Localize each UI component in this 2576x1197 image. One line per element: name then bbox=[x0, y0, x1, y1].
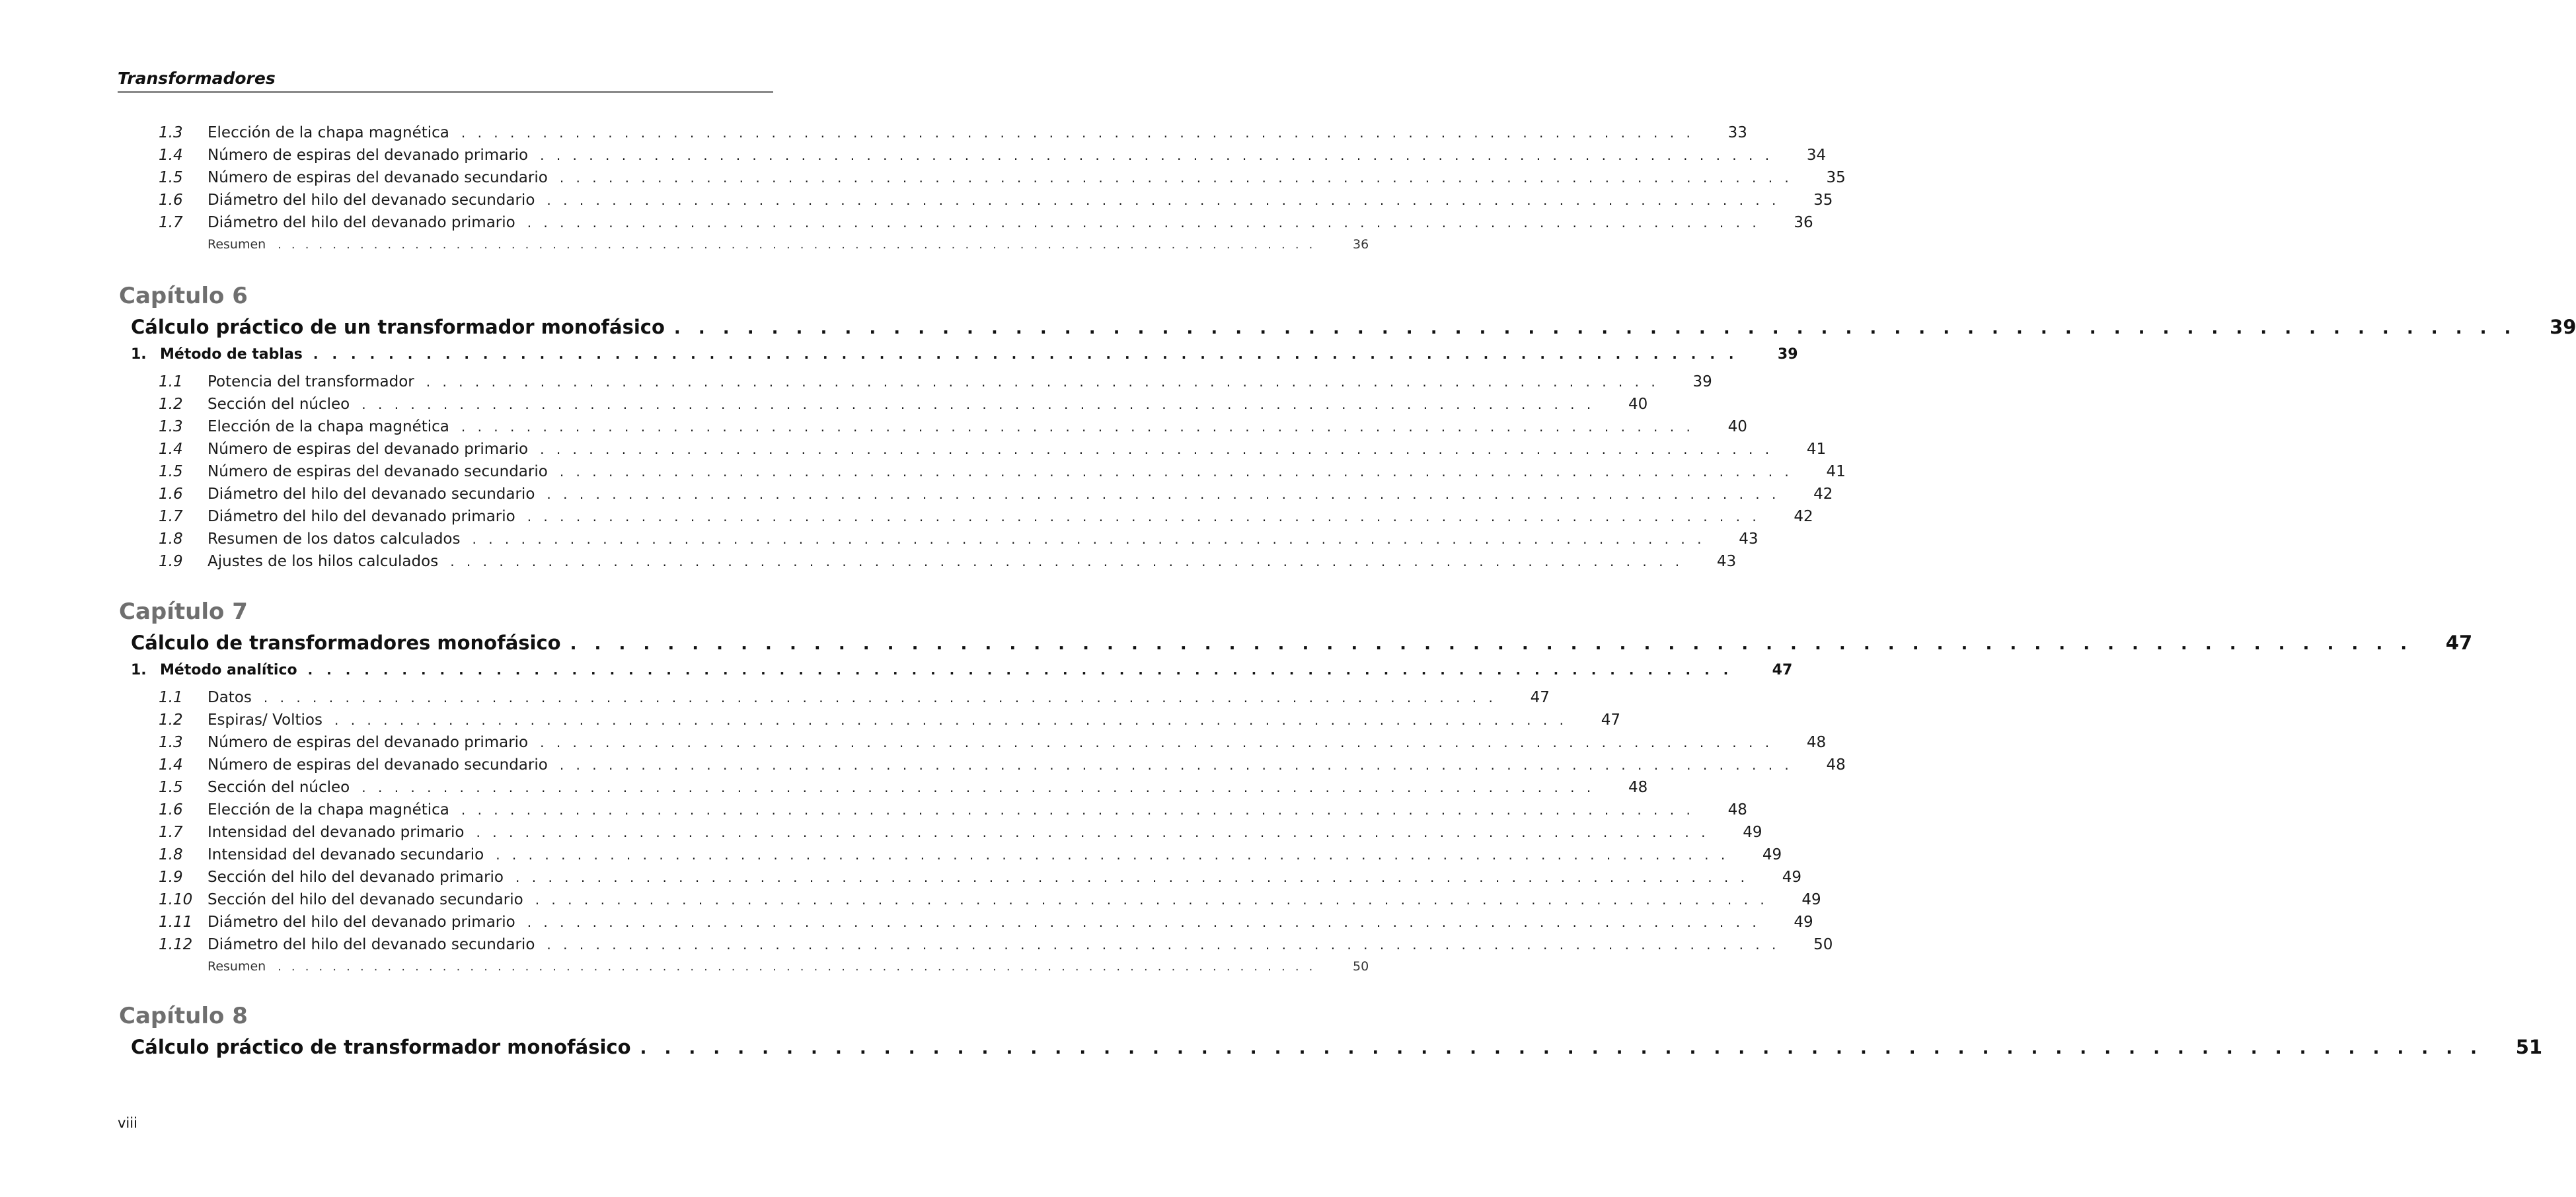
entry-page: 41 bbox=[1806, 441, 1827, 458]
entry-number: 1.1 bbox=[159, 373, 183, 390]
dot-leader: . . . . . . . . . . . . . . . . . . . . . . . . . . . . . . . . . . . . . . . . . . . . . . . . . . . . . . . . . . . . . . . . . . . . . . . . . . . . bbox=[307, 662, 1733, 678]
toc-entry[interactable] bbox=[159, 890, 1821, 912]
entry-number: 1.9 bbox=[159, 553, 183, 570]
dot-leader: . . . . . . . . . . . . . . . . . . . . . . . . . . . . . . . . . . . . . . . . . . . . . . . . . . . . . . . . . . . . . . . . . . . . . . . . . . . . bbox=[313, 346, 1739, 362]
dot-leader: . . . . . . . . . . . . . . . . . . . . . . . . . . . . . . . . . . . . . . . . . . . . . . . . . . . . . . . . . . . . . . . . . . . . . . . . . . . . bbox=[361, 396, 1595, 412]
dot-leader: . . . . . . . . . . . . . . . . . . . . . . . . . . . . . . . . . . . . . . . . . . . . . . . . . . . . . . . . . . . . . . . . . . . . . . . . . . . . bbox=[461, 802, 1694, 818]
dot-leader: . . . . . . . . . . . . . . . . . . . . . . . . . . . . . . . . . . . . . . . . . . . . . . . . . . . . . . . . . . . . . . . . . . . . . . . . . . . . bbox=[547, 486, 1780, 502]
entry-title: Espiras/ Voltios bbox=[208, 711, 322, 729]
dot-leader: . . . . . . . . . . . . . . . . . . . . . . . . . . . . . . . . . . . . . . . . . . . . . . . . . . . . . . . . . . . . . . . . . . . . . . . . . . . . bbox=[450, 554, 1684, 569]
section-number: 1. bbox=[131, 346, 147, 363]
entry-page: 43 bbox=[1716, 553, 1737, 570]
dot-leader: . . . . . . . . . . . . . . . . . . . . . . . . . . . . . . . . . . . . . . . . . . . . . . . . . . . . . . . . . . . . . . . . . . . . . . . . . . . . bbox=[540, 441, 1774, 457]
toc-entry[interactable] bbox=[159, 394, 1648, 417]
entry-number: 1.6 bbox=[159, 486, 183, 503]
dot-leader: . . . . . . . . . . . . . . . . . . . . . . . . . . . . . . . . . . . . . . . . . . . . . . . . . . . . . . . . . . . . . . . . . . . . . . . . . . . . bbox=[461, 125, 1694, 141]
dot-leader: . . . . . . . . . . . . . . . . . . . . . . . . . . . . . . . . . . . . . . . . . . . . . . . . . . . . . . . . . . . . . . . . . . . . . . . . . . . . bbox=[472, 531, 1706, 547]
entry-number: 1.5 bbox=[159, 169, 183, 186]
entry-title: Sección del núcleo bbox=[208, 779, 350, 796]
page-folio: viii bbox=[118, 1115, 137, 1131]
entry-page: 48 bbox=[1806, 734, 1827, 751]
entry-title: Diámetro del hilo del devanado secundario bbox=[208, 192, 535, 209]
entry-page: 33 bbox=[1727, 124, 1747, 141]
entry-number: 1.1 bbox=[159, 689, 183, 706]
entry-number: 1.7 bbox=[159, 214, 183, 231]
toc-entry[interactable] bbox=[159, 688, 1550, 710]
entry-page: 40 bbox=[1727, 418, 1747, 435]
section-title: Método analítico bbox=[160, 662, 297, 678]
dot-leader: . . . . . . . . . . . . . . . . . . . . . . . . . . . . . . . . . . . . . . . . . . . . . . . . . . . . . . . . . . . . . . . . . . . . . . . . . . . . bbox=[527, 215, 1761, 231]
entry-page: 42 bbox=[1813, 486, 1833, 503]
entry-title: Elección de la chapa magnética bbox=[208, 418, 449, 435]
entry-page: 49 bbox=[1794, 914, 1813, 931]
chapter-8-page: 51 bbox=[2515, 1036, 2543, 1058]
entry-page: 34 bbox=[1806, 147, 1827, 164]
toc-entry[interactable] bbox=[159, 800, 1747, 822]
toc-entry[interactable] bbox=[159, 778, 1648, 800]
chapter-7-label: Capítulo 7 bbox=[119, 598, 248, 625]
entry-page: 42 bbox=[1794, 508, 1813, 525]
chapter-7-section-row[interactable] bbox=[131, 662, 1793, 678]
dot-leader: . . . . . . . . . . . . . . . . . . . . . . . . . . . . . . . . . . . . . . . . . . . . . . . . . . . . . . . . . . . . . . . . . . . . . . . . . . . . bbox=[535, 892, 1768, 908]
entry-number: 1.4 bbox=[159, 441, 183, 458]
toc-entry[interactable] bbox=[159, 168, 1846, 190]
dot-leader: . . . . . . . . . . . . . . . . . . . . . . . . . . . . . . . . . . . . . . . . . . . . . . . . . . . . . . . . . . . . . . . . . . . . . . . . . . . . bbox=[515, 869, 1749, 885]
entry-number: 1.8 bbox=[159, 530, 183, 548]
entry-page: 41 bbox=[1826, 463, 1846, 480]
toc-entry[interactable] bbox=[159, 845, 1782, 867]
entry-title: Número de espiras del devanado secundario bbox=[208, 756, 548, 774]
dot-leader: . . . . . . . . . . . . . . . . . . . . . . . . . . . . . . . . . . . . . . . . . . . . . . . . . . . . . . . . . . . . . . . . . . . . . . . . . . . . bbox=[673, 318, 2517, 338]
entry-number: 1.12 bbox=[159, 936, 193, 953]
toc-entry[interactable] bbox=[159, 755, 1846, 778]
section-title: Método de tablas bbox=[160, 346, 303, 363]
entry-title: Resumen bbox=[208, 237, 266, 252]
chapter-8-title-row[interactable] bbox=[131, 1036, 2543, 1058]
toc-entry[interactable] bbox=[159, 235, 1369, 258]
entry-number: 1.4 bbox=[159, 147, 183, 164]
dot-leader: . . . . . . . . . . . . . . . . . . . . . . . . . . . . . . . . . . . . . . . . . . . . . . . . . . . . . . . . . . . . . . . . . . . . . . . . . . . . bbox=[361, 780, 1595, 795]
entry-title: Ajustes de los hilos calculados bbox=[208, 553, 439, 570]
entry-page: 49 bbox=[1782, 869, 1801, 886]
entry-title: Diámetro del hilo del devanado primario bbox=[208, 508, 515, 525]
entry-page: 39 bbox=[1692, 373, 1712, 390]
entry-number: 1.2 bbox=[159, 396, 183, 413]
entry-number: 1.5 bbox=[159, 463, 183, 480]
dot-leader: . . . . . . . . . . . . . . . . . . . . . . . . . . . . . . . . . . . . . . . . . . . . . . . . . . . . . . . . . . . . . . . . . . . . . . . . . . . . bbox=[278, 961, 1316, 974]
entry-page: 48 bbox=[1826, 756, 1846, 774]
dot-leader: . . . . . . . . . . . . . . . . . . . . . . . . . . . . . . . . . . . . . . . . . . . . . . . . . . . . . . . . . . . . . . . . . . . . . . . . . . . . bbox=[547, 937, 1780, 953]
dot-leader: . . . . . . . . . . . . . . . . . . . . . . . . . . . . . . . . . . . . . . . . . . . . . . . . . . . . . . . . . . . . . . . . . . . . . . . . . . . . bbox=[559, 757, 1793, 773]
entry-title: Elección de la chapa magnética bbox=[208, 801, 449, 818]
entry-title: Diámetro del hilo del devanado secundario bbox=[208, 486, 535, 503]
entry-title: Intensidad del devanado primario bbox=[208, 824, 465, 841]
chapter-6-page: 39 bbox=[2550, 316, 2576, 338]
entry-page: 36 bbox=[1794, 214, 1813, 231]
toc-entry[interactable] bbox=[159, 213, 1813, 235]
dot-leader: . . . . . . . . . . . . . . . . . . . . . . . . . . . . . . . . . . . . . . . . . . . . . . . . . . . . . . . . . . . . . . . . . . . . . . . . . . . . bbox=[496, 847, 1729, 863]
running-head: Transformadores bbox=[118, 69, 276, 88]
dot-leader: . . . . . . . . . . . . . . . . . . . . . . . . . . . . . . . . . . . . . . . . . . . . . . . . . . . . . . . . . . . . . . . . . . . . . . . . . . . . bbox=[263, 690, 1497, 706]
chapter-6-section-row[interactable] bbox=[131, 346, 1798, 363]
entry-page: 50 bbox=[1813, 936, 1833, 953]
toc-entry[interactable] bbox=[159, 123, 1747, 145]
chapter-7-title: Cálculo de transformadores monofásico bbox=[131, 632, 561, 654]
entry-page: 49 bbox=[1801, 891, 1821, 908]
entry-title: Diámetro del hilo del devanado primario bbox=[208, 914, 515, 931]
entry-page: 35 bbox=[1813, 192, 1833, 209]
entry-number: 1.3 bbox=[159, 418, 183, 435]
entry-title: Datos bbox=[208, 689, 252, 706]
section-page: 39 bbox=[1777, 346, 1798, 363]
toc-entry[interactable] bbox=[159, 462, 1846, 484]
entry-number: 1.8 bbox=[159, 846, 183, 863]
entry-title: Número de espiras del devanado primario bbox=[208, 734, 529, 751]
chapter-6-title: Cálculo práctico de un transformador monofásico bbox=[131, 316, 665, 338]
entry-title: Intensidad del devanado secundario bbox=[208, 846, 484, 863]
toc-entry[interactable] bbox=[159, 145, 1827, 168]
dot-leader: . . . . . . . . . . . . . . . . . . . . . . . . . . . . . . . . . . . . . . . . . . . . . . . . . . . . . . . . . . . . . . . . . . . . . . . . . . . . bbox=[278, 238, 1316, 252]
entry-number: 1.3 bbox=[159, 734, 183, 751]
toc-entry[interactable] bbox=[159, 190, 1833, 213]
dot-leader: . . . . . . . . . . . . . . . . . . . . . . . . . . . . . . . . . . . . . . . . . . . . . . . . . . . . . . . . . . . . . . . . . . . . . . . . . . . . bbox=[559, 170, 1793, 186]
entry-number: 1.11 bbox=[159, 914, 193, 931]
dot-leader: . . . . . . . . . . . . . . . . . . . . . . . . . . . . . . . . . . . . . . . . . . . . . . . . . . . . . . . . . . . . . . . . . . . . . . . . . . . . bbox=[540, 735, 1774, 750]
dot-leader: . . . . . . . . . . . . . . . . . . . . . . . . . . . . . . . . . . . . . . . . . . . . . . . . . . . . . . . . . . . . . . . . . . . . . . . . . . . . bbox=[426, 374, 1659, 390]
chapter-7-page: 47 bbox=[2445, 632, 2473, 654]
section-page: 47 bbox=[1772, 662, 1793, 678]
toc-entry[interactable] bbox=[159, 439, 1827, 462]
entry-number: 1.5 bbox=[159, 779, 183, 796]
toc-entry[interactable] bbox=[159, 710, 1620, 733]
toc-entry[interactable] bbox=[159, 529, 1759, 552]
toc-entry[interactable] bbox=[159, 733, 1827, 755]
chapter-8-label: Capítulo 8 bbox=[119, 1003, 248, 1029]
entry-title: Resumen de los datos calculados bbox=[208, 530, 461, 548]
entry-page: 47 bbox=[1530, 689, 1550, 706]
entry-page: 47 bbox=[1601, 711, 1620, 729]
entry-page: 40 bbox=[1628, 396, 1648, 413]
entry-title: Potencia del transformador bbox=[208, 373, 414, 390]
dot-leader: . . . . . . . . . . . . . . . . . . . . . . . . . . . . . . . . . . . . . . . . . . . . . . . . . . . . . . . . . . . . . . . . . . . . . . . . . . . . bbox=[527, 509, 1761, 525]
toc-entry[interactable] bbox=[159, 372, 1712, 394]
toc-entry[interactable] bbox=[159, 957, 1369, 980]
dot-leader: . . . . . . . . . . . . . . . . . . . . . . . . . . . . . . . . . . . . . . . . . . . . . . . . . . . . . . . . . . . . . . . . . . . . . . . . . . . . bbox=[461, 419, 1694, 435]
dot-leader: . . . . . . . . . . . . . . . . . . . . . . . . . . . . . . . . . . . . . . . . . . . . . . . . . . . . . . . . . . . . . . . . . . . . . . . . . . . . bbox=[547, 192, 1780, 208]
entry-page: 48 bbox=[1727, 801, 1747, 818]
dot-leader: . . . . . . . . . . . . . . . . . . . . . . . . . . . . . . . . . . . . . . . . . . . . . . . . . . . . . . . . . . . . . . . . . . . . . . . . . . . . bbox=[476, 824, 1710, 840]
entry-title: Número de espiras del devanado primario bbox=[208, 147, 529, 164]
dot-leader: . . . . . . . . . . . . . . . . . . . . . . . . . . . . . . . . . . . . . . . . . . . . . . . . . . . . . . . . . . . . . . . . . . . . . . . . . . . . bbox=[527, 914, 1761, 930]
entry-page: 35 bbox=[1826, 169, 1846, 186]
entry-number: 1.4 bbox=[159, 756, 183, 774]
toc-entry[interactable] bbox=[159, 484, 1833, 507]
chapter-6-label: Capítulo 6 bbox=[119, 283, 248, 309]
toc-entry[interactable] bbox=[159, 552, 1737, 574]
toc-entry[interactable] bbox=[159, 912, 1813, 935]
entry-page: 43 bbox=[1739, 530, 1759, 548]
entry-title: Resumen bbox=[208, 959, 266, 974]
entry-title: Sección del hilo del devanado secundario bbox=[208, 891, 523, 908]
header-rule bbox=[118, 91, 773, 93]
entry-number: 1.10 bbox=[159, 891, 193, 908]
entry-page: 36 bbox=[1353, 237, 1369, 252]
entry-title: Diámetro del hilo del devanado secundario bbox=[208, 936, 535, 953]
entry-number: 1.6 bbox=[159, 192, 183, 209]
entry-number: 1.9 bbox=[159, 869, 183, 886]
entry-title: Sección del núcleo bbox=[208, 396, 350, 413]
dot-leader: . . . . . . . . . . . . . . . . . . . . . . . . . . . . . . . . . . . . . . . . . . . . . . . . . . . . . . . . . . . . . . . . . . . . . . . . . . . . bbox=[334, 712, 1568, 728]
entry-page: 49 bbox=[1743, 824, 1762, 841]
entry-title: Sección del hilo del devanado primario bbox=[208, 869, 504, 886]
entry-page: 50 bbox=[1353, 959, 1369, 974]
chapter-6-title-row[interactable] bbox=[131, 316, 2576, 338]
toc-entry[interactable] bbox=[159, 935, 1833, 957]
dot-leader: . . . . . . . . . . . . . . . . . . . . . . . . . . . . . . . . . . . . . . . . . . . . . . . . . . . . . . . . . . . . . . . . . . . . . . . . . . . . bbox=[570, 634, 2413, 654]
dot-leader: . . . . . . . . . . . . . . . . . . . . . . . . . . . . . . . . . . . . . . . . . . . . . . . . . . . . . . . . . . . . . . . . . . . . . . . . . . . . bbox=[559, 464, 1793, 480]
chapter-7-title-row[interactable] bbox=[131, 632, 2473, 654]
chapter-8-title: Cálculo práctico de transformador monofásico bbox=[131, 1036, 631, 1058]
entry-title: Diámetro del hilo del devanado primario bbox=[208, 214, 515, 231]
entry-number: 1.2 bbox=[159, 711, 183, 729]
entry-number: 1.3 bbox=[159, 124, 183, 141]
dot-leader: . . . . . . . . . . . . . . . . . . . . . . . . . . . . . . . . . . . . . . . . . . . . . . . . . . . . . . . . . . . . . . . . . . . . . . . . . . . . bbox=[540, 147, 1774, 163]
entry-number: 1.6 bbox=[159, 801, 183, 818]
entry-page: 48 bbox=[1628, 779, 1648, 796]
entry-title: Número de espiras del devanado primario bbox=[208, 441, 529, 458]
toc-entry[interactable] bbox=[159, 822, 1762, 845]
entry-number: 1.7 bbox=[159, 508, 183, 525]
toc-entry[interactable] bbox=[159, 867, 1801, 890]
entry-number: 1.7 bbox=[159, 824, 183, 841]
toc-entry[interactable] bbox=[159, 507, 1813, 529]
entry-title: Número de espiras del devanado secundario bbox=[208, 169, 548, 186]
section-number: 1. bbox=[131, 662, 147, 678]
entry-title: Elección de la chapa magnética bbox=[208, 124, 449, 141]
dot-leader: . . . . . . . . . . . . . . . . . . . . . . . . . . . . . . . . . . . . . . . . . . . . . . . . . . . . . . . . . . . . . . . . . . . . . . . . . . . . bbox=[640, 1038, 2483, 1058]
entry-title: Número de espiras del devanado secundario bbox=[208, 463, 548, 480]
toc-entry[interactable] bbox=[159, 417, 1747, 439]
entry-page: 49 bbox=[1762, 846, 1782, 863]
